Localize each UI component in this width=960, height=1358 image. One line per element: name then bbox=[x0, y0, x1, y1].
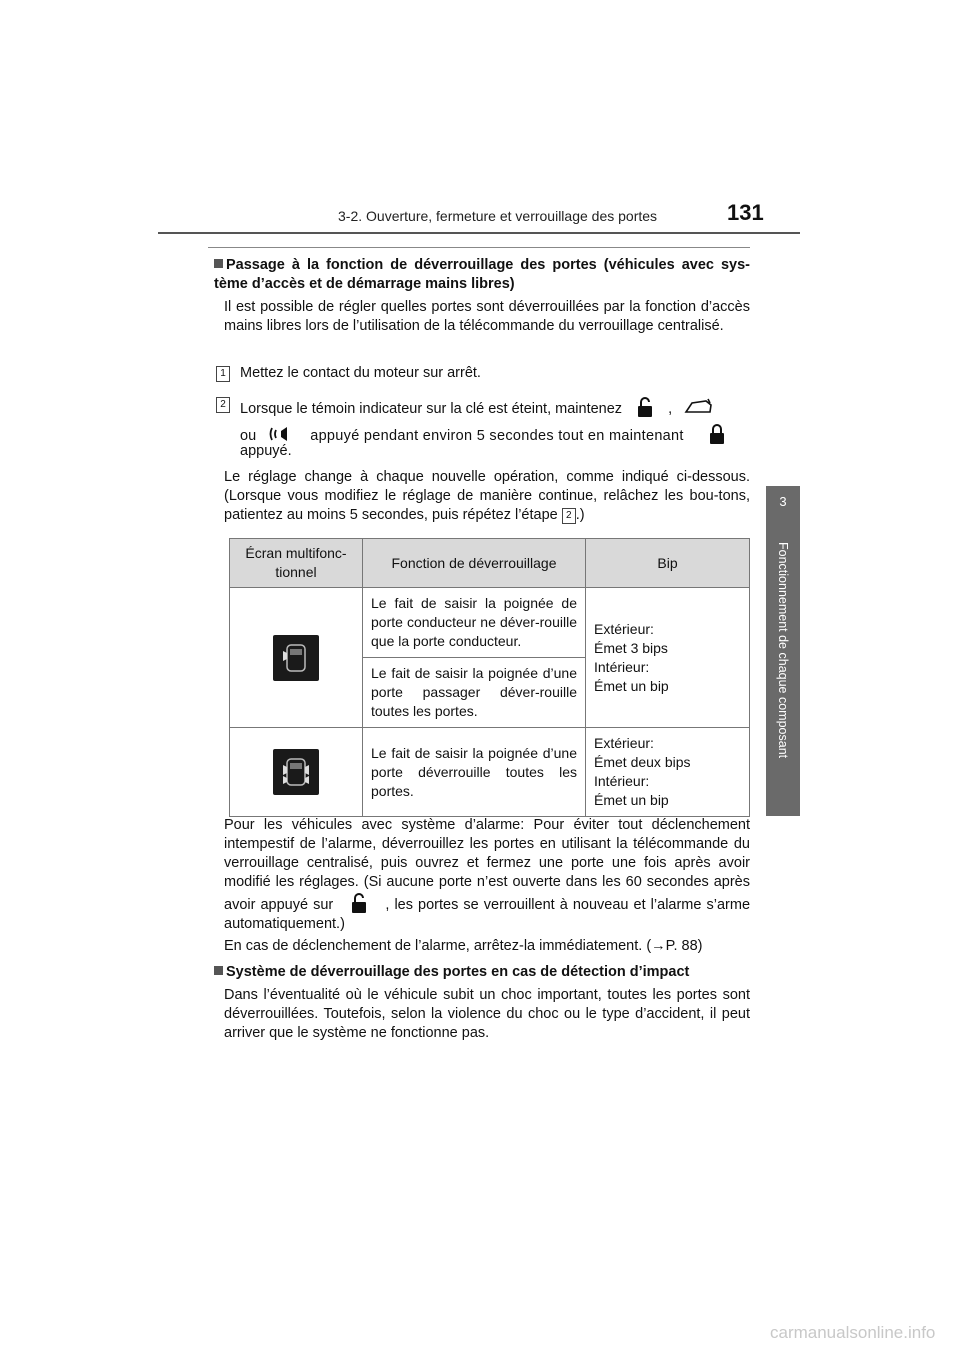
table-row bbox=[230, 588, 750, 658]
table-cell-bip-1 bbox=[586, 588, 750, 728]
table-header-row bbox=[230, 539, 750, 588]
bip-line: Émet 3 bips bbox=[594, 639, 668, 656]
section1-intro: Il est possible de régler quelles portes sont déverrouillées par la fonction d’accès mains libres lors de l’utilisation de la télécommande du verrouillage centralisé. bbox=[224, 299, 750, 334]
section2-heading-block bbox=[214, 963, 750, 982]
table-header-bip: Bip bbox=[586, 539, 750, 588]
header-section-title: 3-2. Ouverture, fermeture et verrouillage des portes bbox=[338, 208, 658, 224]
section2-heading: Système de déverrouillage des portes en cas de détection d’impact bbox=[226, 964, 690, 980]
chapter-side-tab bbox=[766, 486, 800, 816]
step2-number-box bbox=[216, 395, 230, 413]
step2-ou: ou bbox=[240, 428, 257, 444]
step2-line1 bbox=[240, 396, 722, 418]
step2-note-text: Le réglage change à chaque nouvelle opération, comme indiqué ci-dessous. (Lorsque vous modifiez le réglage de manière continue, relâchez les bou-tons, patientez au moins 5 secondes, puis répétez l’étape bbox=[224, 469, 750, 523]
bip-line: Émet un bip bbox=[594, 792, 669, 808]
alarm-paragraph bbox=[214, 816, 750, 934]
step2-text-c: appuyé. bbox=[240, 443, 292, 459]
chapter-number: 3 bbox=[779, 494, 787, 509]
step2-line2 bbox=[240, 423, 750, 445]
alarm-text-c: En cas de déclenchement de l’alarme, arrêtez-la immédiatement. (→P. 88) bbox=[224, 938, 703, 954]
step2-text-a: Lorsque le témoin indicateur sur la clé est éteint, maintenez bbox=[240, 401, 623, 417]
bullet-square-icon bbox=[214, 966, 223, 975]
table-header-screen: Écran multifonc-tionnel bbox=[230, 539, 363, 588]
unlock-icon bbox=[348, 892, 370, 914]
step2-text-b: appuyé pendant environ 5 secondes tout en maintenant bbox=[310, 428, 684, 444]
unlock-icon bbox=[634, 396, 656, 418]
chapter-label: Fonctionnement de chaque composant bbox=[776, 542, 790, 759]
trunk-icon bbox=[684, 396, 714, 418]
table-header-function: Fonction de déverrouillage bbox=[363, 539, 586, 588]
section-rule bbox=[208, 247, 750, 248]
panic-icon bbox=[268, 423, 298, 445]
step2-comma: , bbox=[668, 401, 673, 417]
screen-all-doors-icon bbox=[273, 749, 319, 795]
page-number: 131 bbox=[727, 200, 764, 225]
table-row bbox=[230, 728, 750, 817]
section1-heading-block bbox=[214, 256, 750, 294]
bullet-square-icon bbox=[214, 259, 223, 268]
table-cell-bip-2 bbox=[586, 728, 750, 817]
alarm-text-a: Pour les véhicules avec système d’alarme: Pour éviter tout déclenchement intempestif de l’alarme, déverrouillez les portes en utilisant la télécommande du verrouillage centralisé, puis ouvrez et fermez une porte une fois après avoir modifié les réglages. (Si aucune porte n’est ouverte dans les 60 secondes après avoir appuyé sur bbox=[224, 817, 750, 913]
table-cell-function-1a: Le fait de saisir la poignée de porte conducteur ne déver-rouille que la porte conducteur. bbox=[363, 588, 586, 658]
bip-line: Émet deux bips bbox=[594, 754, 691, 770]
table-cell-screen-2 bbox=[230, 728, 363, 817]
step1-text: Mettez le contact du moteur sur arrêt. bbox=[240, 365, 481, 381]
note-step-number: 2 bbox=[562, 508, 576, 524]
unlock-function-table bbox=[229, 538, 750, 817]
screen-driver-door-icon bbox=[273, 635, 319, 681]
alarm-text-b: , les portes se verrouillent à nouveau et l’alarme s’arme automatiquement.) bbox=[224, 897, 751, 932]
lock-icon bbox=[706, 423, 728, 445]
step2-number: 2 bbox=[216, 397, 230, 413]
section1-heading: Passage à la fonction de déverrouillage des portes (véhicules avec sys-tème d’accès et de démarrage mains libres) bbox=[214, 257, 750, 292]
bip-line: Émet un bip bbox=[594, 677, 669, 694]
bip-line: Intérieur: bbox=[594, 658, 650, 675]
step2-note bbox=[214, 468, 750, 525]
table-cell-function-2: Le fait de saisir la poignée d’une porte déverrouille toutes les portes. bbox=[363, 728, 586, 817]
bip-line: Extérieur: bbox=[594, 620, 654, 637]
table-cell-function-1b: Le fait de saisir la poignée d’une porte passager déver-rouille toutes les portes. bbox=[363, 658, 586, 728]
watermark: carmanualsonline.info bbox=[770, 1323, 936, 1342]
table-cell-screen-1 bbox=[230, 588, 363, 728]
section2-body: Dans l’éventualité où le véhicule subit un choc important, toutes les portes sont déverrouillées. Toutefois, selon la violence du choc ou le type d’accident, il peut arriver que le système ne fonctionne pas. bbox=[224, 987, 750, 1041]
step1-number-box bbox=[216, 364, 230, 382]
note-end: .) bbox=[575, 507, 585, 523]
header-rule bbox=[158, 232, 800, 234]
step1-number: 1 bbox=[216, 366, 230, 382]
bip-line: Intérieur: bbox=[594, 773, 650, 789]
bip-line: Extérieur: bbox=[594, 735, 654, 751]
